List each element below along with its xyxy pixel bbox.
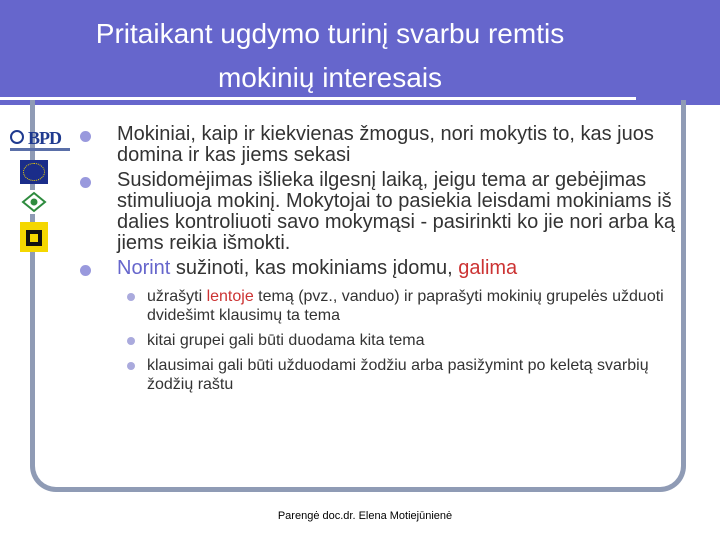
sub-bullet-text: klausimai gali būti užduodami žodžiu arba pasižymint po keletą svarbių žodžių raštu — [147, 357, 649, 393]
logo-column — [8, 128, 72, 268]
eu-stars-icon — [23, 163, 45, 181]
title-bar — [0, 0, 720, 105]
bullet-icon — [80, 177, 91, 188]
bullet-item — [80, 124, 680, 166]
bullet-item — [80, 170, 680, 254]
sub-bullet-item — [147, 287, 680, 325]
sub-bullet-item — [147, 356, 680, 394]
bpd-underline — [10, 148, 70, 151]
slide-title — [0, 12, 660, 100]
green-emblem-icon — [20, 190, 48, 214]
sub-bullet-icon — [127, 362, 135, 370]
bullet-text: Mokiniai, kaip ir kiekvienas žmogus, nori mokytis to, kas juos domina ir kas jiems sekasi — [117, 123, 654, 166]
bullet-text-highlight: galima — [458, 257, 518, 279]
bullet-icon — [80, 131, 91, 142]
bpd-logo-text: BPD — [28, 128, 61, 148]
bpd-mark-icon — [10, 130, 24, 144]
sub-bullet-icon — [127, 293, 135, 301]
bpd-logo — [8, 128, 72, 154]
sub-bullet-list — [147, 287, 680, 394]
bullet-text: sužinoti, kas mokiniams įdomu, — [170, 257, 459, 279]
eu-flag-icon — [20, 160, 48, 184]
footer-credit: Parengė doc.dr. Elena Motiejūnienė — [277, 510, 453, 522]
title-line-1: Pritaikant ugdymo turinį svarbu remtis — [95, 18, 565, 49]
title-line-2: mokinių interesais — [217, 62, 443, 93]
bullet-text-highlight: Norint — [117, 257, 171, 279]
bullet-item — [80, 258, 680, 279]
bullet-icon — [80, 265, 91, 276]
sub-bullet-text: užrašyti — [147, 288, 207, 305]
yellow-emblem-icon — [20, 222, 48, 252]
sub-bullet-item — [147, 331, 680, 350]
sub-bullet-text: temą (pvz., vanduo) ir paprašyti mokinių grupelės užduoti dvidešimt klausimų ta tema — [147, 288, 664, 324]
sub-bullet-highlight: lentoje — [206, 288, 254, 305]
bullet-text: Susidomėjimas išlieka ilgesnį laiką, jeigu tema ar gebėjimas stimuliuoja mokinį. Mokytojai to pasiekia leisdami mokiniams iš dalies kontroliuoti savo mokymąsi - pasirinkti ko jie nori arba ką jiems reikia išmokti. — [117, 169, 676, 254]
sub-bullet-icon — [127, 337, 135, 345]
slide-body — [80, 124, 680, 400]
sub-bullet-text: kitai grupei gali būti duodama kita tema — [147, 332, 425, 349]
